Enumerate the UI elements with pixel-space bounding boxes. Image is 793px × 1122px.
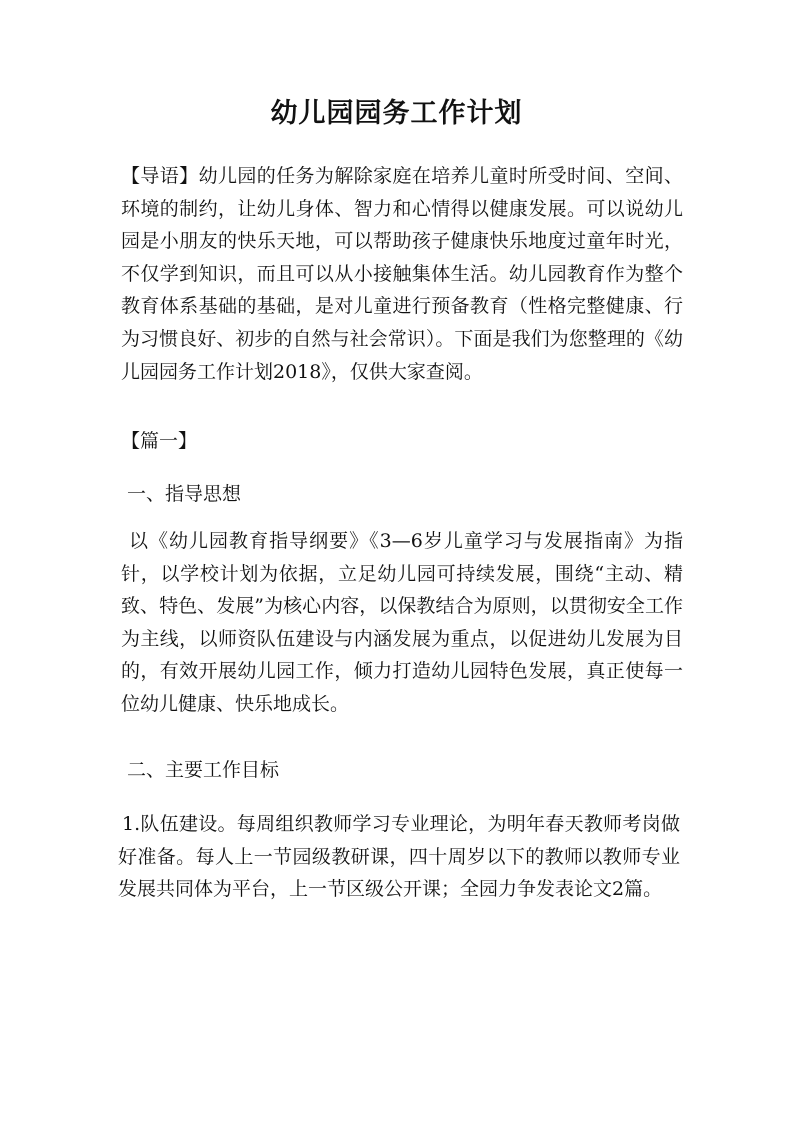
section1-body: 以《幼儿园教育指导纲要》《3—6岁儿童学习与发展指南》为指针，以学校计划为依据，立足幼儿园可持续发展，围绕“主动、精致、特色、发展”为核心内容，以保教结合为原则，以贯彻安全工作为主线，以师资队伍建设与内涵发展为重点，以促进幼儿发展为目的，有效开展幼儿园工作，倾力打造幼儿园特色发展，真正使每一位幼儿健康、快乐地成长。	[121, 530, 683, 715]
section2-item1: 1.队伍建设。每周组织教师学习专业理论，为明年春天教师考岗做好准备。每人上一节园级教研课，四十周岁以下的教师以教师专业发展共同体为平台，上一节区级公开课；全园力争发表论文2篇。	[118, 813, 680, 901]
part-heading: 【篇一】	[121, 430, 198, 452]
section1-heading: 一、指导思想	[127, 483, 242, 505]
section2-heading: 二、主要工作目标	[127, 759, 280, 781]
intro-paragraph: 【导语】幼儿园的任务为解除家庭在培养儿童时所受时间、空间、环境的制约，让幼儿身体、智力和心情得以健康发展。可以说幼儿园是小朋友的快乐天地，可以帮助孩子健康快乐地度过童年时光，不仅学到知识，而且可以从小接触集体生活。幼儿园教育作为整个教育体系基础的基础，是对儿童进行预备教育（性格完整健康、行为习惯良好、初步的自然与社会常识）。下面是我们为您整理的《幼儿园园务工作计划2018》，仅供大家查阅。	[121, 165, 683, 383]
document-title: 幼儿园园务工作计划	[270, 98, 523, 129]
